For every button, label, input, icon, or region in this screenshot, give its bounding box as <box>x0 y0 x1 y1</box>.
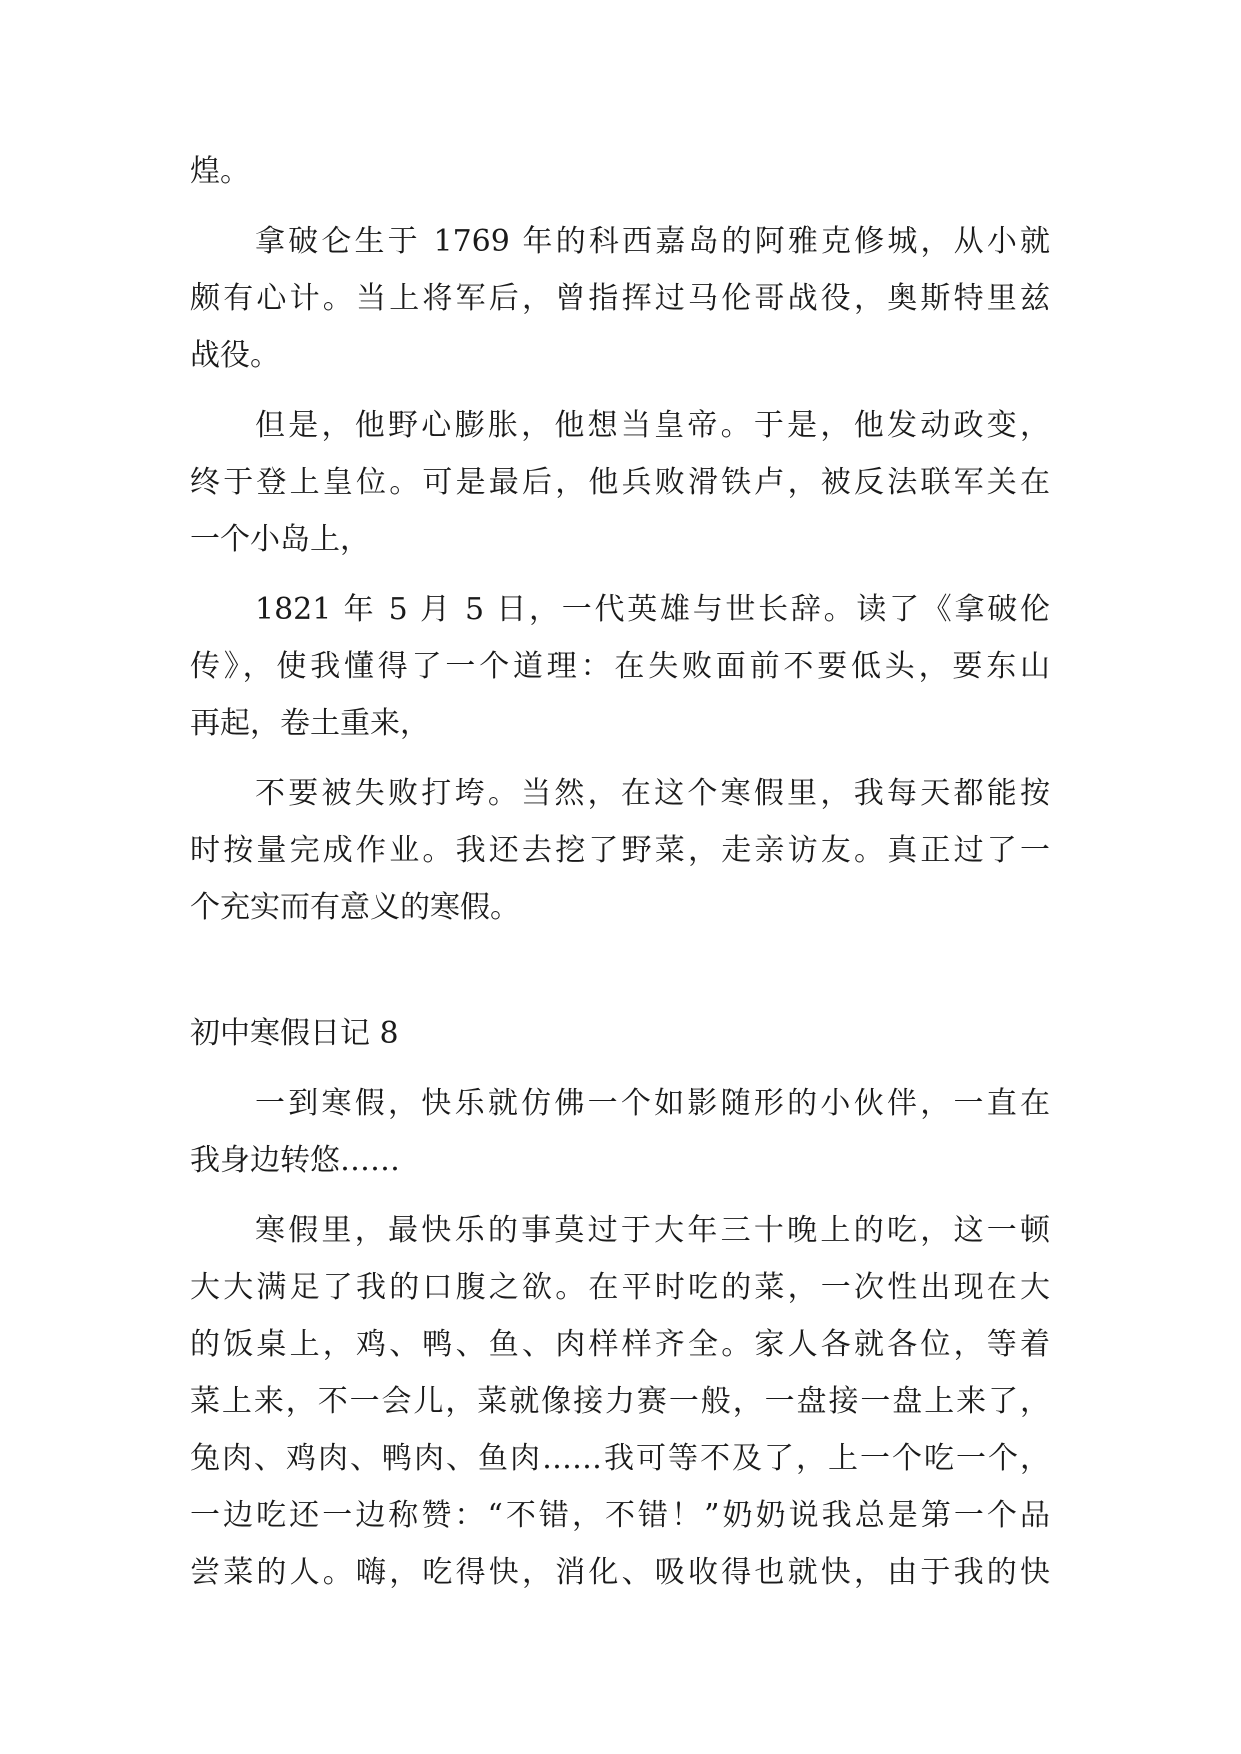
paragraph-first-line: 拿破仑生于 1769 年的科西嘉岛的阿雅克修城，从小就 <box>255 224 1050 259</box>
section-title: 初中寒假日记 8 <box>190 1016 399 1051</box>
text-line: 大大满足了我的口腹之欲。在平时吃的菜，一次性出现在大 <box>190 1270 1050 1305</box>
text-line: 战役。 <box>190 338 280 373</box>
paragraph-first-line: 但是，他野心膨胀，他想当皇帝。于是，他发动政变， <box>255 408 1050 443</box>
paragraph-first-line: 不要被失败打垮。当然，在这个寒假里，我每天都能按 <box>255 776 1050 811</box>
text-line: 的饭桌上，鸡、鸭、鱼、肉样样齐全。家人各就各位，等着 <box>190 1327 1050 1362</box>
text-line: 再起，卷土重来， <box>190 706 430 741</box>
paragraph-first-line: 一到寒假，快乐就仿佛一个如影随形的小伙伴，一直在 <box>255 1086 1050 1121</box>
text-line: 尝菜的人。嗨，吃得快，消化、吸收得也就快，由于我的快 <box>190 1555 1050 1590</box>
text-line: 终于登上皇位。可是最后，他兵败滑铁卢，被反法联军关在 <box>190 465 1050 500</box>
text-line: 我身边转悠…… <box>190 1143 400 1178</box>
text-line: 颇有心计。当上将军后，曾指挥过马伦哥战役，奥斯特里兹 <box>190 281 1050 316</box>
text-line: 一边吃还一边称赞：“不错，不错！”奶奶说我总是第一个品 <box>190 1498 1050 1533</box>
text-line: 时按量完成作业。我还去挖了野菜，走亲访友。真正过了一 <box>190 833 1050 868</box>
text-line: 个充实而有意义的寒假。 <box>190 890 520 925</box>
text-line: 一个小岛上， <box>190 522 370 557</box>
text-line: 菜上来，不一会儿，菜就像接力赛一般，一盘接一盘上来了， <box>190 1384 1050 1419</box>
text-line: 兔肉、鸡肉、鸭肉、鱼肉……我可等不及了，上一个吃一个， <box>190 1441 1050 1476</box>
paragraph-first-line: 1821 年 5 月 5 日，一代英雄与世长辞。读了《拿破伦 <box>255 592 1050 627</box>
text-line: 煌。 <box>190 154 250 189</box>
text-line: 传》，使我懂得了一个道理：在失败面前不要低头，要东山 <box>190 649 1050 684</box>
paragraph-first-line: 寒假里，最快乐的事莫过于大年三十晚上的吃，这一顿 <box>255 1213 1050 1248</box>
